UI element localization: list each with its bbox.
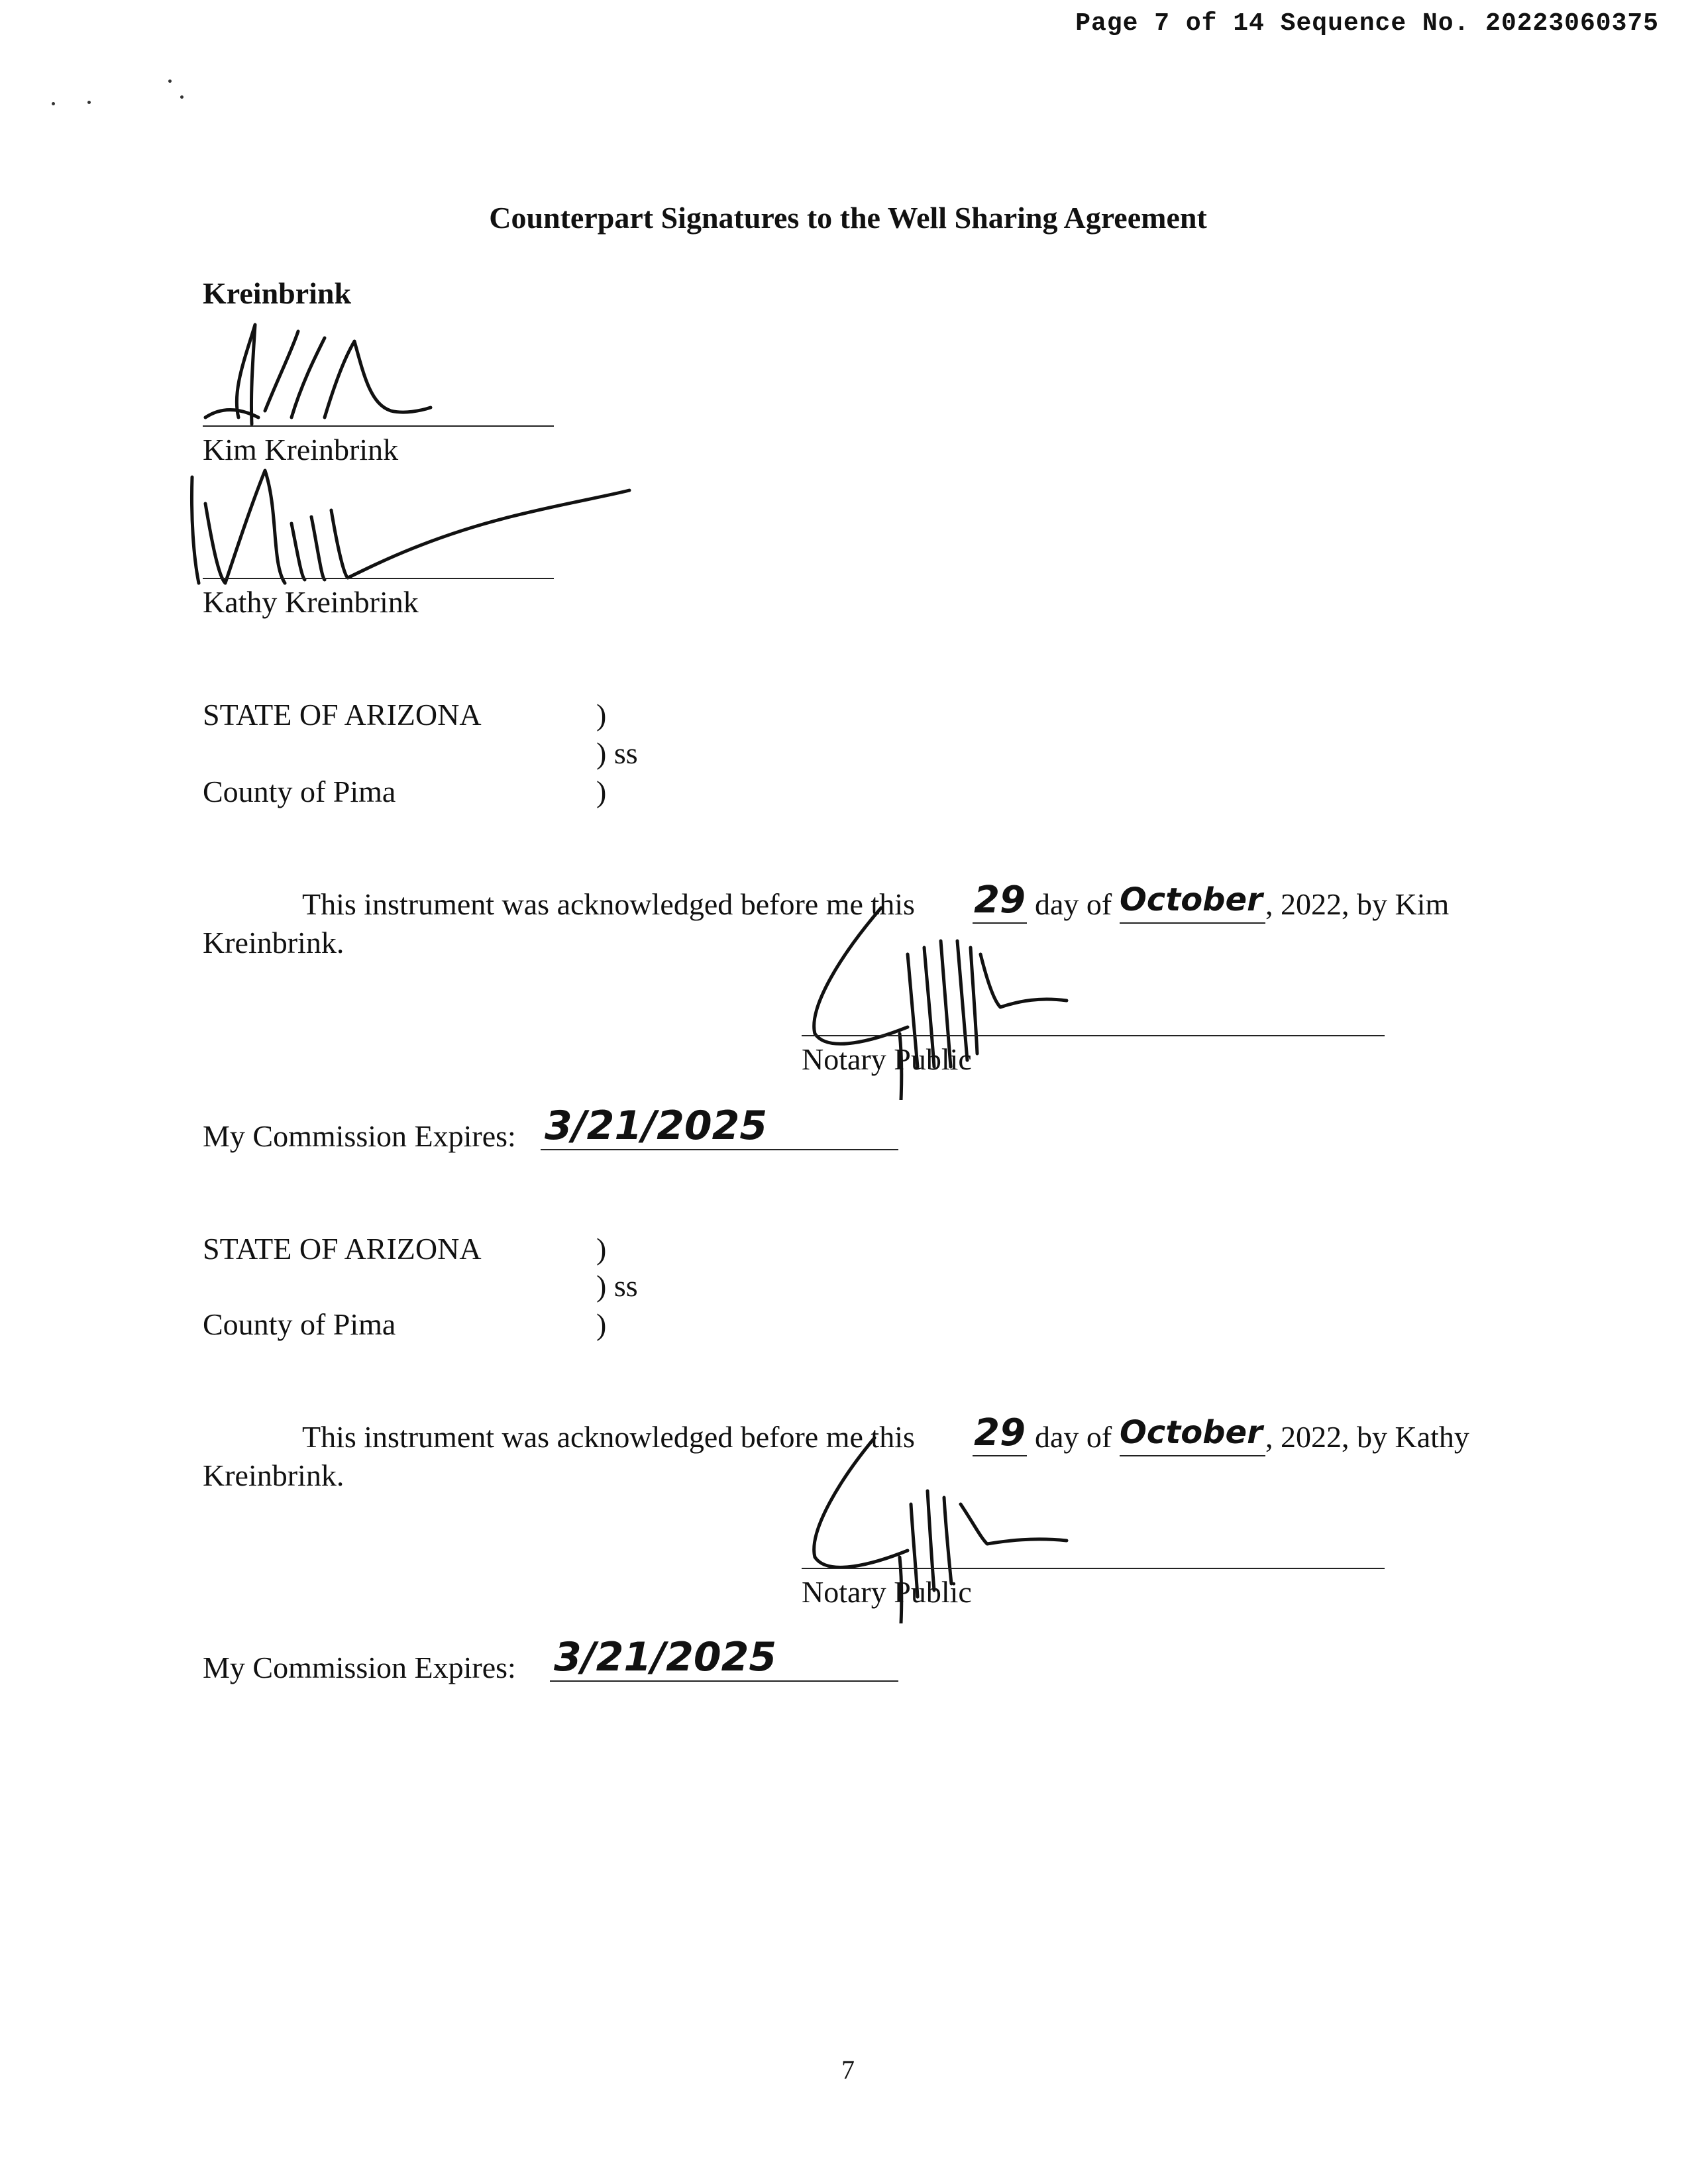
scan-speck: [87, 101, 91, 104]
scan-speck: [180, 95, 184, 99]
ack-name-cont-1: Kreinbrink.: [203, 926, 344, 959]
commission-date-2: 3/21/2025: [554, 1634, 777, 1680]
commission-label-1: My Commission Expires:: [203, 1119, 516, 1153]
notary-label-2: Notary Public: [802, 1575, 972, 1609]
scan-speck: [52, 102, 55, 105]
page-sequence-header: Page 7 of 14 Sequence No. 20223060375: [1075, 9, 1659, 38]
notary-label-1: Notary Public: [802, 1042, 972, 1076]
ack-month-line-2: [1120, 1455, 1265, 1456]
ack-name-cont-2: Kreinbrink.: [203, 1458, 344, 1492]
notary-line-1: [802, 1035, 1385, 1036]
ack-day-of-2: day of: [1035, 1420, 1112, 1454]
paren-top-2: ): [596, 1232, 607, 1266]
ack-text-2: This instrument was acknowledged before me this: [302, 1420, 915, 1454]
ack-text-1: This instrument was acknowledged before me this: [302, 887, 915, 921]
paren-bottom-1: ): [596, 775, 607, 808]
commission-line-1: [541, 1149, 898, 1150]
ack-day-of-1: day of: [1035, 887, 1112, 921]
commission-label-2: My Commission Expires:: [203, 1651, 516, 1684]
ss-2: ) ss: [596, 1269, 638, 1303]
kim-signature-line: [203, 425, 554, 427]
ack-year-by-2: , 2022, by Kathy: [1265, 1420, 1469, 1454]
commission-line-2: [550, 1680, 898, 1682]
commission-date-1: 3/21/2025: [545, 1103, 768, 1149]
scan-speck: [168, 80, 172, 83]
county-label-2: County of Pima: [203, 1307, 396, 1341]
notary-line-2: [802, 1568, 1385, 1569]
state-label-2: STATE OF ARIZONA: [203, 1232, 482, 1266]
ack-month-2: October: [1120, 1414, 1263, 1451]
kim-signature: [192, 318, 470, 437]
ack-month-line-1: [1120, 922, 1265, 924]
state-label-1: STATE OF ARIZONA: [203, 698, 482, 732]
county-label-1: County of Pima: [203, 775, 396, 808]
kathy-name: Kathy Kreinbrink: [203, 585, 419, 619]
paren-bottom-2: ): [596, 1307, 607, 1341]
ss-1: ) ss: [596, 736, 638, 770]
paren-top-1: ): [596, 698, 607, 732]
party-name: Kreinbrink: [203, 276, 352, 310]
ack-year-by-1: , 2022, by Kim: [1265, 887, 1450, 921]
kim-name: Kim Kreinbrink: [203, 433, 399, 466]
ack-day-2: 29: [974, 1411, 1026, 1454]
ack-day-1: 29: [974, 879, 1026, 922]
ack-month-1: October: [1120, 881, 1263, 918]
page-number: 7: [841, 2055, 855, 2085]
kathy-signature-line: [203, 578, 554, 579]
kathy-signature: [179, 464, 643, 590]
document-title: Counterpart Signatures to the Well Sharing Agreement: [489, 201, 1207, 235]
